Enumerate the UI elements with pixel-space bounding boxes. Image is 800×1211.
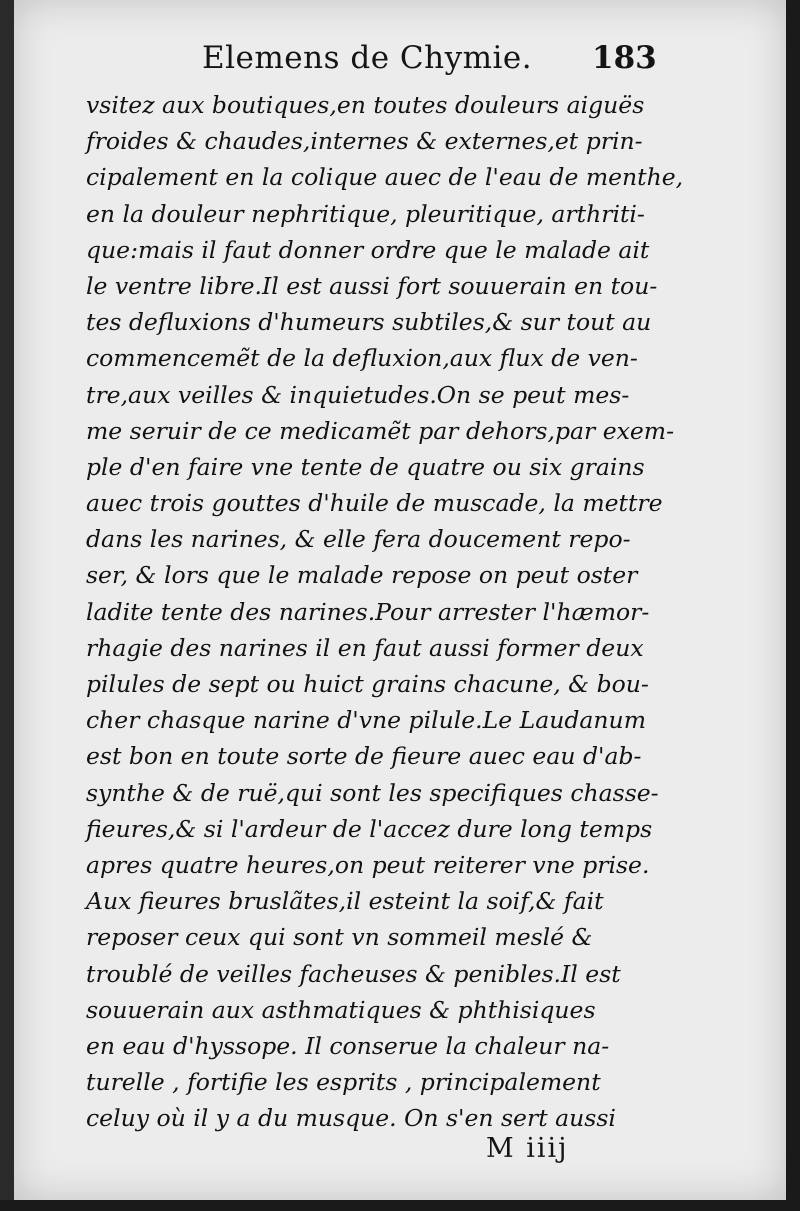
text-line: tre,aux veilles & inquietudes.On se peut mes- xyxy=(86,380,630,409)
body-text xyxy=(86,87,684,1136)
text-line: celuy où il y a du musque. On s'en sert aussi xyxy=(86,1104,616,1133)
text-line: en la douleur nephritique, pleuritique, arthriti- xyxy=(86,199,645,228)
page-number: 183 xyxy=(592,40,657,76)
text-line: rhagie des narines il en faut aussi former deux xyxy=(86,633,644,662)
text-line: est bon en toute sorte de fieure auec eau d'ab- xyxy=(86,742,642,771)
right-page-edge xyxy=(786,0,800,1211)
text-line: fieures,& si l'ardeur de l'accez dure long temps xyxy=(86,814,653,843)
text-line: me seruir de ce medicamẽt par dehors,par exem- xyxy=(86,416,675,445)
running-title: Elemens de Chymie. xyxy=(202,40,533,76)
signature-mark: M iiij xyxy=(486,1133,569,1164)
text-line: que:mais il faut donner ordre que le malade ait xyxy=(86,235,650,264)
text-line: cher chasque narine d'vne pilule.Le Laudanum xyxy=(86,706,646,735)
text-line: ser, & lors que le malade repose on peut oster xyxy=(86,561,638,590)
text-line: troublé de veilles facheuses & penibles.Il est xyxy=(86,959,621,988)
text-line: pilules de sept ou huict grains chacune, & bou- xyxy=(86,670,649,698)
text-line: apres quatre heures,on peut reiterer vne prise. xyxy=(86,850,650,879)
text-line: vsitez aux boutiques,en toutes douleurs aiguës xyxy=(86,91,645,119)
text-line: synthe & de ruë,qui sont les specifiques chasse- xyxy=(86,778,659,807)
book-page xyxy=(14,0,786,1200)
text-line: en eau d'hyssope. Il conserue la chaleur na- xyxy=(86,1031,610,1060)
text-line: dans les narines, & elle fera doucement repo- xyxy=(86,525,631,554)
text-line: ladite tente des narines.Pour arrester l'hæmor- xyxy=(86,597,650,626)
text-line: cipalement en la colique auec de l'eau de menthe, xyxy=(86,163,684,192)
text-line: Aux fieures bruslãtes,il esteint la soif,& fait xyxy=(86,887,604,916)
text-line: tes defluxions d'humeurs subtiles,& sur tout au xyxy=(86,308,652,337)
left-binding-shadow xyxy=(0,0,14,1211)
text-line: auec trois gouttes d'huile de muscade, la mettre xyxy=(86,489,663,518)
text-line: commencemẽt de la defluxion,aux flux de ven- xyxy=(86,344,638,373)
text-line: ple d'en faire vne tente de quatre ou six grains xyxy=(86,452,645,481)
text-line: turelle , fortifie les esprits , principalement xyxy=(86,1068,601,1097)
text-line: reposer ceux qui sont vn sommeil meslé & xyxy=(86,923,593,952)
bottom-edge xyxy=(0,1200,800,1211)
text-line: le ventre libre.Il est aussi fort souuerain en tou- xyxy=(86,271,658,300)
text-line: froides & chaudes,internes & externes,et prin- xyxy=(86,127,643,156)
text-line: souuerain aux asthmatiques & phthisiques xyxy=(86,995,596,1024)
page-header xyxy=(14,40,786,84)
